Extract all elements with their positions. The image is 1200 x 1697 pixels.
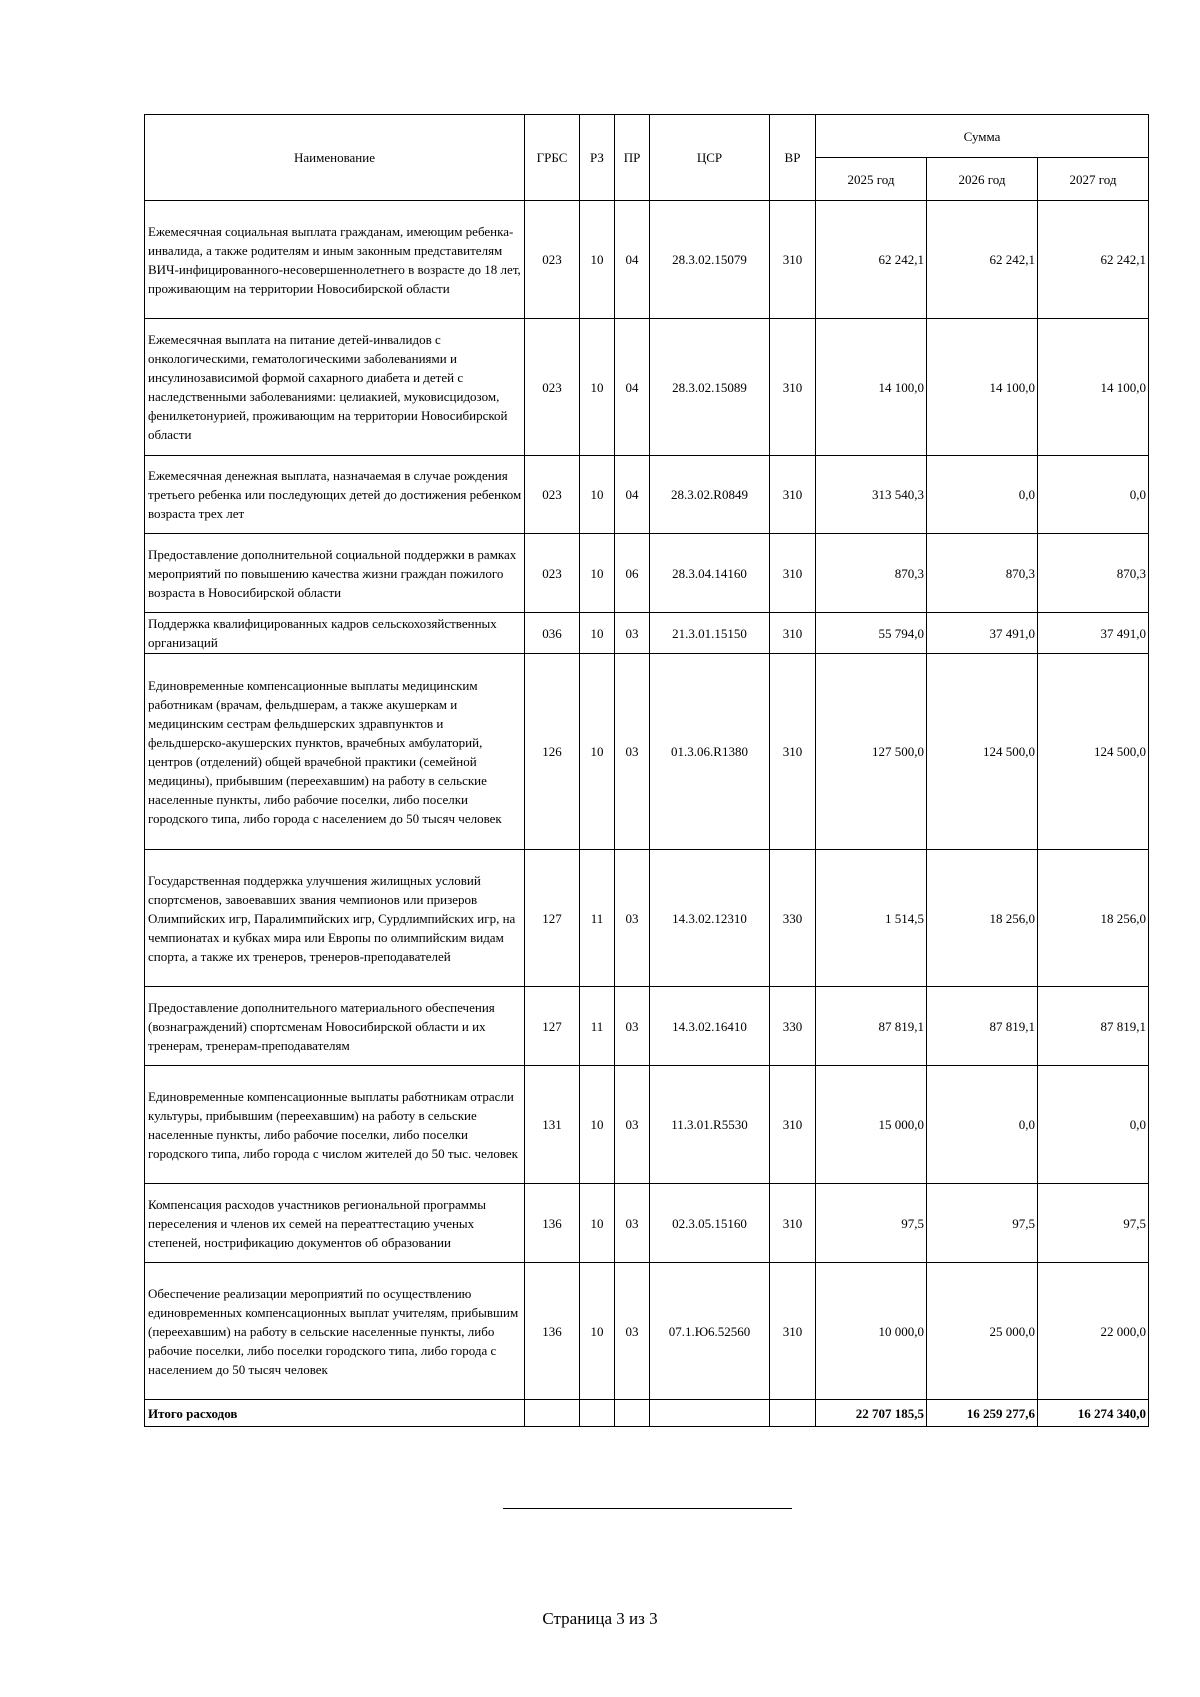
row-name: Предоставление дополнительной социальной поддержки в рамках мероприятий по повышению качества жизни граждан пожилого возраста в Новосибирской области [145, 534, 525, 613]
table-row [145, 1066, 1149, 1184]
row-vr: 310 [770, 613, 816, 654]
col-header-name: Наименование [145, 115, 525, 201]
row-name: Ежемесячная выплата на питание детей-инвалидов с онкологическими, гематологическими заболеваниями и инсулинозависимой формой сахарного диабета и детей с наследственными заболеваниями: целиакией, муковисцидозом, фенилкетонурией, проживающим на территории Новосибирской области [145, 319, 525, 456]
total-empty-cell [615, 1400, 650, 1427]
total-2026: 16 259 277,6 [927, 1400, 1038, 1427]
row-2027: 62 242,1 [1038, 201, 1149, 319]
row-pr: 04 [615, 201, 650, 319]
total-empty-cell [580, 1400, 615, 1427]
row-2027: 87 819,1 [1038, 987, 1149, 1066]
row-2025: 127 500,0 [816, 654, 927, 850]
row-2026: 87 819,1 [927, 987, 1038, 1066]
row-2025: 55 794,0 [816, 613, 927, 654]
row-csr: 14.3.02.12310 [650, 850, 770, 987]
row-csr: 28.3.02.15079 [650, 201, 770, 319]
row-name: Единовременные компенсационные выплаты работникам отрасли культуры, прибывшим (переехавшим) на работу в сельские населенные пункты, либо рабочие поселки, либо поселки городского типа, либо города с числом жителей до 50 тыс. человек [145, 1066, 525, 1184]
row-csr: 28.3.02.15089 [650, 319, 770, 456]
row-2027: 124 500,0 [1038, 654, 1149, 850]
row-pr: 03 [615, 1184, 650, 1263]
row-2026: 25 000,0 [927, 1263, 1038, 1400]
row-grbs: 127 [525, 987, 580, 1066]
header-row-top [145, 115, 1149, 158]
row-grbs: 023 [525, 534, 580, 613]
row-grbs: 131 [525, 1066, 580, 1184]
row-name: Ежемесячная денежная выплата, назначаемая в случае рождения третьего ребенка или последующих детей до достижения ребенком возраста трех лет [145, 456, 525, 534]
col-header-grbs: ГРБС [525, 115, 580, 201]
table-header [145, 115, 1149, 201]
row-grbs: 127 [525, 850, 580, 987]
row-2027: 14 100,0 [1038, 319, 1149, 456]
row-2027: 22 000,0 [1038, 1263, 1149, 1400]
row-rz: 10 [580, 534, 615, 613]
col-header-vr: ВР [770, 115, 816, 201]
col-header-pr: ПР [615, 115, 650, 201]
total-empty-cell [525, 1400, 580, 1427]
row-name: Обеспечение реализации мероприятий по осуществлению единовременных компенсационных выплат учителям, прибывшим (переехавшим) на работу в сельские населенные пункты, либо рабочие поселки, либо поселки городского типа, либо города с населением до 50 тысяч человек [145, 1263, 525, 1400]
row-2026: 14 100,0 [927, 319, 1038, 456]
row-rz: 11 [580, 987, 615, 1066]
row-2025: 62 242,1 [816, 201, 927, 319]
row-name: Государственная поддержка улучшения жилищных условий спортсменов, завоевавших звания чемпионов или призеров Олимпийских игр, Паралимпийских игр, Сурдлимпийских игр, на чемпионатах и кубках мира или Европы по олимпийским видам спорта, а также их тренеров, тренеров-преподавателей [145, 850, 525, 987]
row-name: Компенсация расходов участников региональной программы переселения и членов их семей на переаттестацию ученых степеней, нострификацию документов об образовании [145, 1184, 525, 1263]
row-2025: 97,5 [816, 1184, 927, 1263]
row-2026: 124 500,0 [927, 654, 1038, 850]
row-pr: 03 [615, 613, 650, 654]
total-empty-cell [770, 1400, 816, 1427]
row-grbs: 126 [525, 654, 580, 850]
row-vr: 310 [770, 534, 816, 613]
row-pr: 04 [615, 319, 650, 456]
row-rz: 10 [580, 1263, 615, 1400]
total-label: Итого расходов [145, 1400, 525, 1427]
row-csr: 02.3.05.15160 [650, 1184, 770, 1263]
row-2027: 97,5 [1038, 1184, 1149, 1263]
total-row [145, 1400, 1149, 1427]
row-2025: 1 514,5 [816, 850, 927, 987]
row-csr: 28.3.02.R0849 [650, 456, 770, 534]
row-2026: 62 242,1 [927, 201, 1038, 319]
row-grbs: 023 [525, 456, 580, 534]
row-pr: 03 [615, 1066, 650, 1184]
table-row [145, 534, 1149, 613]
col-header-2027: 2027 год [1038, 158, 1149, 201]
row-csr: 07.1.Ю6.52560 [650, 1263, 770, 1400]
row-grbs: 023 [525, 201, 580, 319]
row-pr: 03 [615, 1263, 650, 1400]
row-vr: 330 [770, 850, 816, 987]
row-vr: 310 [770, 319, 816, 456]
row-csr: 11.3.01.R5530 [650, 1066, 770, 1184]
row-pr: 04 [615, 456, 650, 534]
row-name: Единовременные компенсационные выплаты медицинским работникам (врачам, фельдшерам, а также акушеркам и медицинским сестрам фельдшерских здравпунктов и фельдшерско-акушерских пунктов, врачебных амбулаторий, центров (отделений) общей врачебной практики (семейной медицины), прибывшим (переехавшим) на работу в сельские населенные пункты, либо рабочие поселки, либо поселки городского типа, либо города с населением до 50 тысяч человек [145, 654, 525, 850]
row-2025: 15 000,0 [816, 1066, 927, 1184]
row-pr: 06 [615, 534, 650, 613]
row-2025: 10 000,0 [816, 1263, 927, 1400]
table-row [145, 654, 1149, 850]
row-grbs: 036 [525, 613, 580, 654]
row-2026: 18 256,0 [927, 850, 1038, 987]
row-csr: 01.3.06.R1380 [650, 654, 770, 850]
row-rz: 10 [580, 1184, 615, 1263]
row-2026: 97,5 [927, 1184, 1038, 1263]
row-2027: 18 256,0 [1038, 850, 1149, 987]
row-name: Предоставление дополнительного материального обеспечения (вознаграждений) спортсменам Новосибирской области и их тренерам, тренерам-преподавателям [145, 987, 525, 1066]
total-2027: 16 274 340,0 [1038, 1400, 1149, 1427]
row-2027: 0,0 [1038, 456, 1149, 534]
table-row [145, 201, 1149, 319]
table-row [145, 987, 1149, 1066]
document-sheet [144, 114, 1148, 1427]
row-2027: 870,3 [1038, 534, 1149, 613]
page-number: Страница 3 из 3 [542, 1609, 658, 1628]
col-header-sum: Сумма [816, 115, 1149, 158]
row-csr: 21.3.01.15150 [650, 613, 770, 654]
col-header-2026: 2026 год [927, 158, 1038, 201]
row-rz: 10 [580, 1066, 615, 1184]
row-pr: 03 [615, 654, 650, 850]
row-rz: 10 [580, 654, 615, 850]
table-row [145, 850, 1149, 987]
col-header-rz: РЗ [580, 115, 615, 201]
row-vr: 310 [770, 1066, 816, 1184]
table-row [145, 319, 1149, 456]
row-vr: 310 [770, 654, 816, 850]
row-rz: 10 [580, 201, 615, 319]
table-row [145, 613, 1149, 654]
row-vr: 330 [770, 987, 816, 1066]
row-2026: 870,3 [927, 534, 1038, 613]
row-vr: 310 [770, 1184, 816, 1263]
row-2026: 0,0 [927, 1066, 1038, 1184]
row-rz: 11 [580, 850, 615, 987]
row-csr: 28.3.04.14160 [650, 534, 770, 613]
expenditure-table [144, 114, 1149, 1427]
row-vr: 310 [770, 456, 816, 534]
row-rz: 10 [580, 319, 615, 456]
row-csr: 14.3.02.16410 [650, 987, 770, 1066]
row-2027: 0,0 [1038, 1066, 1149, 1184]
row-2026: 0,0 [927, 456, 1038, 534]
row-2025: 87 819,1 [816, 987, 927, 1066]
table-body [145, 201, 1149, 1427]
row-vr: 310 [770, 1263, 816, 1400]
row-name: Поддержка квалифицированных кадров сельскохозяйственных организаций [145, 613, 525, 654]
row-2027: 37 491,0 [1038, 613, 1149, 654]
row-grbs: 136 [525, 1184, 580, 1263]
row-grbs: 023 [525, 319, 580, 456]
total-empty-cell [650, 1400, 770, 1427]
col-header-2025: 2025 год [816, 158, 927, 201]
closing-rule [503, 1508, 792, 1509]
row-rz: 10 [580, 456, 615, 534]
row-rz: 10 [580, 613, 615, 654]
row-pr: 03 [615, 987, 650, 1066]
table-row [145, 456, 1149, 534]
row-grbs: 136 [525, 1263, 580, 1400]
row-2025: 14 100,0 [816, 319, 927, 456]
row-vr: 310 [770, 201, 816, 319]
row-2026: 37 491,0 [927, 613, 1038, 654]
row-2025: 870,3 [816, 534, 927, 613]
row-name: Ежемесячная социальная выплата гражданам, имеющим ребенка-инвалида, а также родителям и иным законным представителям ВИЧ-инфицированного-несовершеннолетнего в возрасте до 18 лет, проживающим на территории Новосибирской области [145, 201, 525, 319]
table-row [145, 1184, 1149, 1263]
col-header-csr: ЦСР [650, 115, 770, 201]
row-2025: 313 540,3 [816, 456, 927, 534]
total-2025: 22 707 185,5 [816, 1400, 927, 1427]
table-row [145, 1263, 1149, 1400]
row-pr: 03 [615, 850, 650, 987]
